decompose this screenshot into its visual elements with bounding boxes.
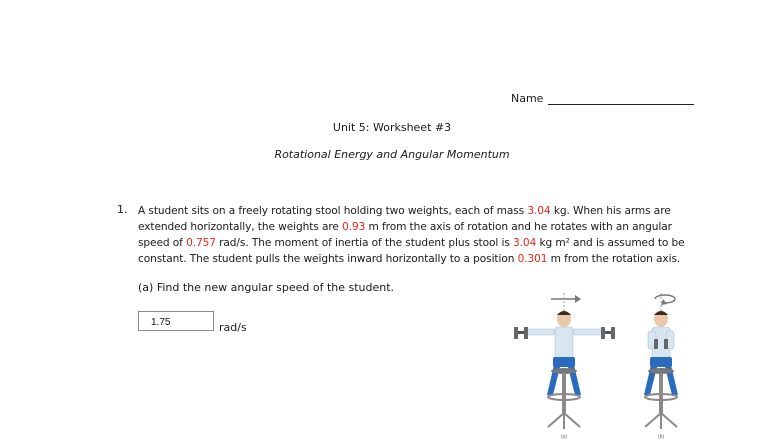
right-weight-icon xyxy=(601,327,605,339)
part-a-prompt: (a) Find the new angular speed of the student. xyxy=(138,281,395,294)
left-weight-b-icon xyxy=(654,339,658,349)
initial-radius-value: 0.93 xyxy=(342,221,366,233)
answer-input[interactable] xyxy=(138,311,214,331)
question-text-segment: kg m² and is assumed to be constant. The student pulls the weights inward horizontally to a position xyxy=(138,237,685,265)
name-field xyxy=(511,92,694,105)
question-text-segment: m from the axis of rotation and he rotates with an angular speed of xyxy=(138,221,672,249)
panel-a-label: (a) xyxy=(561,434,568,440)
worksheet-subtitle: Rotational Energy and Angular Momentum xyxy=(274,148,510,161)
answer-unit-label: rad/s xyxy=(219,321,247,334)
worksheet-title: Unit 5: Worksheet #3 xyxy=(332,121,452,134)
initial-angular-speed-value: 0.757 xyxy=(186,237,216,249)
name-label: Name xyxy=(511,92,544,105)
question-text-segment: rad/s. The moment of inertia of the student plus stool is xyxy=(215,237,514,249)
right-weight-b-icon xyxy=(664,339,668,349)
right-arm-extended xyxy=(573,329,605,335)
question-number: 1. xyxy=(117,203,128,216)
arrow-head-icon xyxy=(575,295,581,303)
left-weight-icon xyxy=(514,327,518,339)
question-text-segment: m from the rotation axis. xyxy=(547,253,681,265)
mass-value: 3.04 xyxy=(527,205,551,217)
figure-panel-a xyxy=(514,293,615,440)
moment-of-inertia-value: 3.04 xyxy=(513,237,537,249)
panel-b-label: (b) xyxy=(658,434,665,440)
student-hips xyxy=(553,357,575,367)
student-shirt xyxy=(555,327,573,359)
question-text xyxy=(138,203,686,267)
question-text-segment: A student sits on a freely rotating stool holding two weights, each of mass xyxy=(138,205,528,217)
rotating-student-figure xyxy=(503,287,703,441)
name-underline xyxy=(548,92,694,105)
figure-panel-b xyxy=(644,293,678,440)
stool-base xyxy=(548,413,580,429)
final-radius-value: 0.301 xyxy=(517,253,548,265)
student-hair xyxy=(557,311,571,315)
question-text-segment: kg. When his arms are extended horizontally, the weights are xyxy=(138,205,671,233)
